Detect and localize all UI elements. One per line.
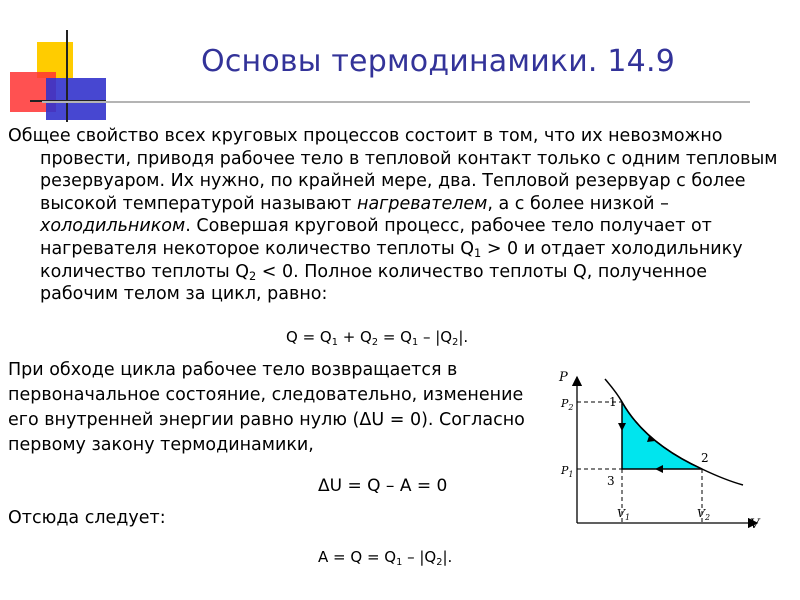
slide-title: Основы термодинамики. 14.9 bbox=[201, 44, 675, 79]
label-text: V bbox=[617, 507, 625, 520]
paragraph-intro bbox=[8, 125, 778, 306]
v2-label bbox=[697, 507, 710, 522]
para1-text-5: < 0. Полное количество теплоты Q, полученное рабочим телом за цикл, равно: bbox=[40, 261, 708, 305]
v-axis-label: V bbox=[750, 517, 760, 530]
term-cooler: холодильником bbox=[40, 216, 186, 237]
term-heater: нагревателем bbox=[357, 193, 488, 214]
state-point-2: 2 bbox=[701, 451, 709, 465]
subscript: 2 bbox=[436, 557, 443, 568]
p1-label bbox=[560, 464, 574, 479]
pv-diagram bbox=[545, 365, 770, 530]
slide-logo bbox=[0, 0, 110, 125]
subscript: 1 bbox=[412, 337, 419, 348]
formula-part: + Q bbox=[337, 328, 372, 346]
label-sub: 1 bbox=[624, 513, 631, 522]
formula-part: – |Q bbox=[418, 328, 453, 346]
formula-total-heat bbox=[286, 328, 468, 346]
p-axis-label: P bbox=[559, 370, 568, 385]
label-sub: 2 bbox=[704, 513, 711, 522]
state-point-3: 3 bbox=[607, 474, 615, 488]
v1-label bbox=[617, 507, 630, 522]
subscript: 2 bbox=[248, 268, 257, 283]
label-text: V bbox=[697, 507, 705, 520]
logo-blue-square bbox=[46, 78, 106, 120]
subscript: 1 bbox=[396, 557, 403, 568]
label-sub: 1 bbox=[568, 470, 574, 479]
para1-text-1: Общее свойство всех круговых процессов состоит в том, что их невозможно провести, приводя рабочее тело в тепловой контакт только с одним тепловым резервуаром. Их нужно, по крайней мере, два. Тепловой резервуар с более высокой температурой называют bbox=[8, 126, 778, 214]
subscript: 2 bbox=[452, 337, 459, 348]
formula-part: |. bbox=[442, 548, 453, 566]
para1-text-4: > 0 и отдает холодильнику количество теплоты Q bbox=[40, 238, 743, 282]
state-point-1: 1 bbox=[609, 395, 617, 409]
paragraph-cycle: При обходе цикла рабочее тело возвращается в первоначальное состояние, следовательно, изменение его внутренней энергии равно нулю (ΔU = 0). Согласно первому закону термодинамики, bbox=[8, 360, 525, 455]
label-text: P bbox=[561, 464, 569, 477]
formula-part: |. bbox=[458, 328, 469, 346]
para1-text-3: . Совершая круговой процесс, рабочее тело получает от нагревателя некоторое количество теплоты Q bbox=[40, 216, 712, 259]
formula-part: – |Q bbox=[402, 548, 437, 566]
hence-label: Отсюда следует: bbox=[8, 508, 166, 528]
label-text: P bbox=[561, 397, 569, 410]
formula-work bbox=[318, 548, 452, 566]
formula-first-law: ΔU = Q – A = 0 bbox=[318, 476, 448, 496]
label-sub: 2 bbox=[568, 403, 574, 412]
para1-text-2: , а с более низкой – bbox=[487, 193, 669, 214]
formula-part: = Q bbox=[378, 328, 412, 346]
formula-part: A = Q = Q bbox=[318, 548, 397, 566]
cycle-area bbox=[622, 402, 702, 469]
subscript: 1 bbox=[474, 245, 482, 260]
title-divider bbox=[42, 101, 750, 103]
subscript: 2 bbox=[371, 337, 379, 348]
subscript: 1 bbox=[331, 337, 338, 348]
p2-label bbox=[560, 397, 574, 412]
formula-part: Q = Q bbox=[286, 328, 332, 346]
